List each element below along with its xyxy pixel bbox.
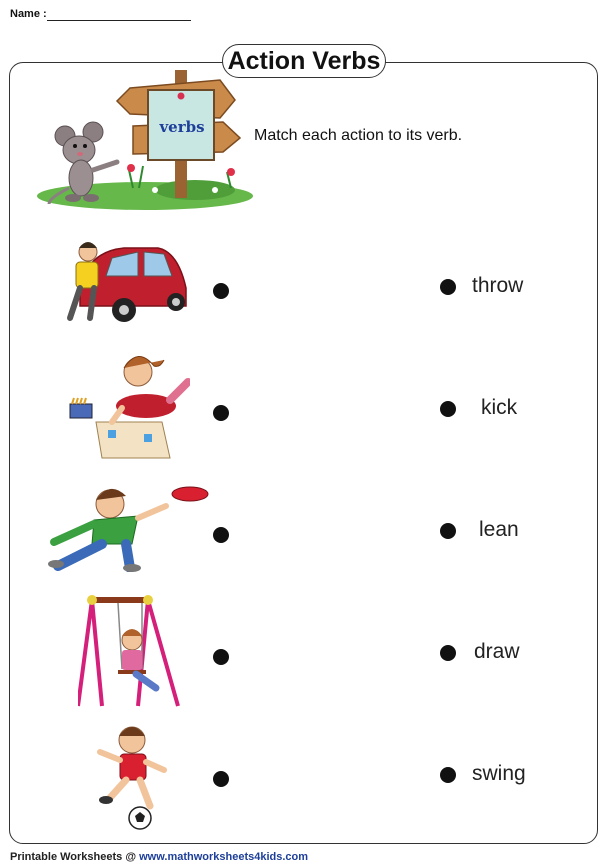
left-match-dot-1[interactable] (213, 283, 229, 299)
picture-lean (64, 238, 190, 328)
right-match-dot-5[interactable] (440, 767, 456, 783)
verb-label: draw (474, 640, 520, 663)
verb-label: swing (472, 762, 526, 785)
left-match-dot-2[interactable] (213, 405, 229, 421)
name-label: Name : (10, 8, 47, 20)
sign-text: verbs (159, 118, 205, 136)
name-field[interactable] (47, 20, 191, 21)
picture-draw (66, 350, 190, 460)
instruction-text: Match each action to its verb. (254, 127, 463, 144)
header-illustration (35, 66, 255, 216)
footer-site-link[interactable]: www.mathworksheets4kids.com (139, 851, 309, 863)
right-match-dot-4[interactable] (440, 645, 456, 661)
right-match-dot-1[interactable] (440, 279, 456, 295)
footer-prefix: Printable Worksheets @ (10, 851, 140, 863)
picture-swing (78, 592, 182, 708)
verb-label: lean (479, 518, 519, 541)
picture-kick (92, 722, 172, 830)
left-match-dot-4[interactable] (213, 649, 229, 665)
right-match-dot-2[interactable] (440, 401, 456, 417)
verb-label: kick (481, 396, 518, 419)
footer (10, 851, 308, 863)
left-match-dot-3[interactable] (213, 527, 229, 543)
left-match-dot-5[interactable] (213, 771, 229, 787)
right-match-dot-3[interactable] (440, 523, 456, 539)
worksheet-title: Action Verbs (222, 44, 386, 78)
verb-label: throw (472, 274, 524, 297)
picture-throw (46, 480, 210, 572)
